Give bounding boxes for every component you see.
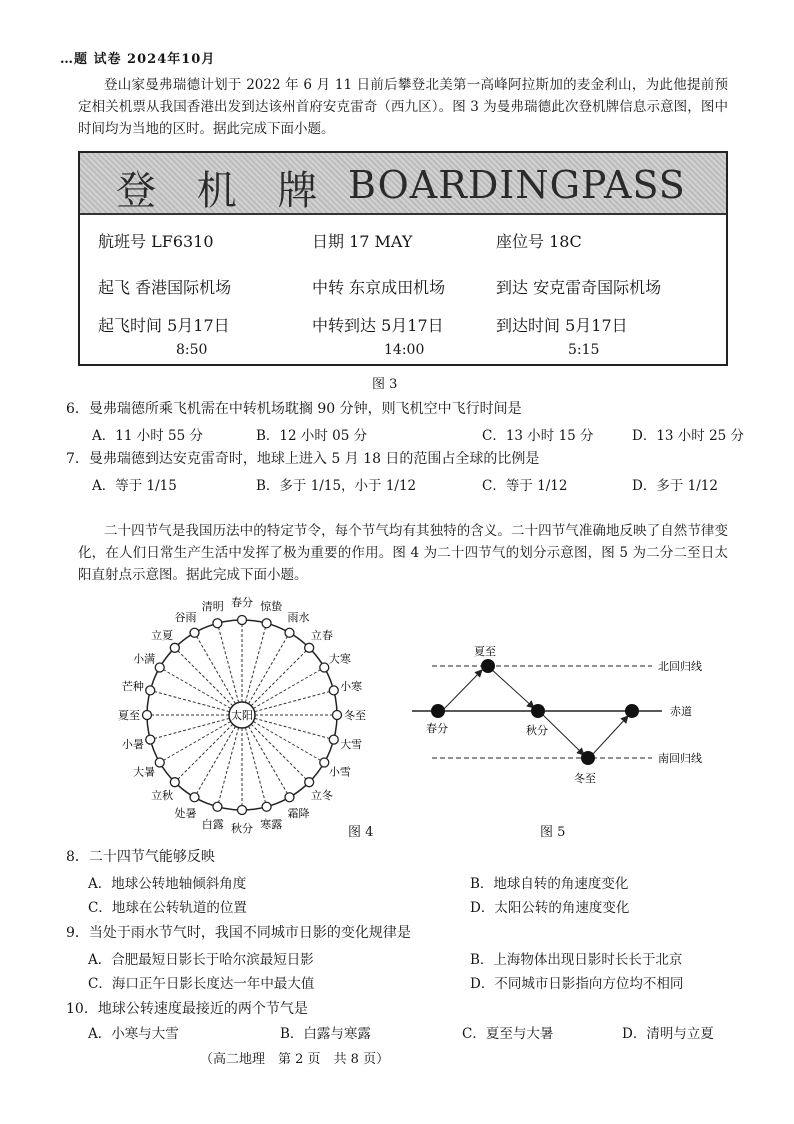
autumn-equinox-label: 秋分 [526, 724, 548, 737]
page-header: …题 试卷 2024年10月 [60, 52, 216, 67]
solar-term-spoke [175, 648, 233, 706]
figure-5-subsolar-point-diagram [412, 640, 742, 790]
depart-time-label: 起飞时间 5月17日 [98, 316, 230, 335]
solar-term-label: 小雪 [328, 765, 351, 779]
solar-term-label: 立冬 [310, 788, 333, 802]
question-6-option-b: B．12 小时 05 分 [256, 428, 368, 444]
solar-term-label: 大雪 [340, 738, 363, 752]
question-9-stem: 9．当处于雨水节气时，我国不同城市日影的变化规律是 [66, 925, 411, 941]
solar-term-label: 处暑 [174, 806, 197, 820]
page-footer: （高二地理 第 2 页 共 8 页） [200, 1052, 390, 1067]
question-9-option-c: C．海口正午日影长度达一年中最大值 [88, 976, 315, 992]
solar-term-label: 雨水 [287, 611, 310, 625]
transfer-time: 14:00 [384, 342, 425, 358]
question-8-option-b: B．地球自转的角速度变化 [470, 876, 629, 892]
intro-paragraph-2: 二十四节气是我国历法中的特定节令，每个节气均有其独特的含义。二十四节气准确地反映了自然节律变化，在人们日常生产生活中发挥了极为重要的作用。图 4 为二十四节气的划分示意图，图 5 为二分二至日太阳直射点示意图。据此完成下面小题。 [78, 523, 728, 583]
winter-solstice-label: 冬至 [574, 772, 596, 785]
equator-label: 赤道 [670, 705, 692, 718]
solar-term-label: 春分 [231, 596, 253, 609]
solar-term-spoke [251, 724, 309, 782]
solar-term-point [329, 735, 338, 744]
question-7-option-c: C．等于 1/12 [482, 478, 568, 494]
summer-solstice-label: 夏至 [474, 645, 496, 658]
question-6-option-d: D．13 小时 25 分 [632, 428, 745, 444]
solar-term-point [320, 663, 329, 672]
tropic-of-cancer-label: 北回归线 [658, 660, 702, 673]
solar-term-point [285, 793, 294, 802]
arrive-time-label: 到达时间 5月17日 [496, 316, 628, 335]
question-9-option-d: D．不同城市日影指向方位均不相同 [470, 976, 684, 992]
tropic-of-capricorn-label: 南回归线 [658, 752, 702, 765]
autumn-equinox-point [531, 704, 545, 718]
solar-term-point [285, 628, 294, 637]
solar-term-label: 寒露 [260, 818, 283, 832]
solar-term-label: 立春 [310, 629, 333, 643]
solar-term-label: 小暑 [121, 738, 144, 752]
solar-term-label: 大暑 [133, 765, 156, 779]
solar-term-label: 白露 [201, 818, 224, 832]
depart-airport: 起飞 香港国际机场 [98, 278, 232, 297]
question-8-option-d: D．太阳公转的角速度变化 [470, 900, 630, 916]
spring-equinox-label: 春分 [426, 722, 448, 735]
question-6-stem: 6．曼弗瑞德所乘飞机需在中转机场耽搁 90 分钟，则飞机空中飞行时间是 [66, 401, 522, 417]
question-7-option-d: D．多于 1/12 [632, 478, 718, 494]
solar-term-point [320, 758, 329, 767]
flight-number: 航班号 LF6310 [98, 232, 214, 251]
figure-4-solar-terms-diagram [118, 590, 380, 840]
solar-term-point [329, 686, 338, 695]
solar-term-label: 清明 [201, 599, 224, 613]
figure-3-caption: 图 3 [372, 377, 398, 392]
intro-paragraph-1: 登山家曼弗瑞德计划于 2022 年 6 月 11 日前后攀登北美第一高峰阿拉斯加的麦金利山，为此他提前预定相关机票从我国香港出发到达该州首府安克雷奇（西九区）。图 3 为曼弗瑞德此次登机牌信息示意图，图中时间均为当地的区时。据此完成下面小题。 [78, 77, 728, 137]
figure-4-caption: 图 4 [348, 825, 374, 840]
solar-term-label: 霜降 [287, 806, 310, 820]
solar-term-label: 立秋 [151, 788, 174, 802]
solar-term-point [213, 619, 222, 628]
question-8-option-c: C．地球在公转轨道的位置 [88, 900, 247, 916]
solar-term-point [238, 806, 247, 815]
winter-solstice-point [581, 751, 595, 765]
solar-term-point [155, 758, 164, 767]
solar-term-label: 谷雨 [174, 611, 197, 625]
solar-term-point [143, 711, 152, 720]
transfer-airport: 中转 东京成田机场 [312, 278, 446, 297]
arrow-spring-to-summer [442, 670, 482, 711]
boarding-pass-header [80, 153, 726, 215]
solar-term-point [333, 711, 342, 720]
question-10-option-d: D．清明与立夏 [622, 1026, 714, 1042]
solar-term-point [155, 663, 164, 672]
solar-term-point [170, 778, 179, 787]
solar-term-point [305, 778, 314, 787]
boarding-pass [78, 151, 728, 366]
solar-term-label: 小寒 [340, 679, 363, 693]
solar-term-spoke [251, 648, 309, 706]
seat-number: 座位号 18C [496, 232, 582, 251]
boarding-pass-title-cn: 登 机 牌 [116, 168, 332, 214]
spring-equinox-point [431, 704, 445, 718]
solar-term-label: 芒种 [121, 679, 144, 693]
solar-term-point [262, 802, 271, 811]
solar-term-point [190, 793, 199, 802]
solar-term-label: 小满 [133, 652, 156, 666]
arrow-winter-to-spring [592, 716, 628, 755]
solar-term-point [190, 628, 199, 637]
question-7-stem: 7．曼弗瑞德到达安克雷奇时，地球上进入 5 月 18 日的范围占全球的比例是 [66, 451, 540, 467]
solar-term-point [146, 686, 155, 695]
solar-term-label: 冬至 [344, 709, 366, 722]
question-9-option-a: A．合肥最短日影长于哈尔滨最短日影 [88, 952, 314, 968]
arrive-time: 5:15 [568, 342, 600, 358]
solar-term-spoke [175, 724, 233, 782]
figure-5-caption: 图 5 [540, 825, 566, 840]
sun-label: 太阳 [231, 709, 253, 722]
question-8-option-a: A．地球公转地轴倾斜角度 [88, 876, 247, 892]
question-7-option-b: B．多于 1/15，小于 1/12 [256, 478, 417, 494]
boarding-pass-title-en: BOARDINGPASS [348, 163, 686, 207]
solar-term-label: 夏至 [118, 709, 140, 722]
question-10-option-c: C．夏至与大暑 [462, 1026, 554, 1042]
question-10-stem: 10．地球公转速度最接近的两个节气是 [66, 1001, 308, 1017]
question-10-option-a: A．小寒与大雪 [88, 1026, 179, 1042]
arrow-summer-to-autumn [490, 668, 534, 708]
solar-term-point [170, 643, 179, 652]
arrow-autumn-to-winter [542, 714, 584, 755]
solar-term-point [305, 643, 314, 652]
question-10-option-b: B．白露与寒露 [280, 1026, 371, 1042]
solar-term-point [213, 802, 222, 811]
flight-date: 日期 17 MAY [312, 232, 413, 251]
transfer-time-label: 中转到达 5月17日 [312, 316, 444, 335]
solar-term-label: 立夏 [151, 629, 174, 643]
solar-term-label: 惊蛰 [260, 599, 283, 613]
solar-term-label: 大寒 [328, 652, 351, 666]
question-9-option-b: B．上海物体出现日影时长长于北京 [470, 952, 683, 968]
question-8-stem: 8．二十四节气能够反映 [66, 849, 215, 865]
solar-term-point [146, 735, 155, 744]
depart-time: 8:50 [176, 342, 208, 358]
question-7-option-a: A．等于 1/15 [92, 478, 177, 494]
summer-solstice-point [481, 659, 495, 673]
question-6-option-c: C．13 小时 15 分 [482, 428, 594, 444]
arrive-airport: 到达 安克雷奇国际机场 [496, 278, 662, 297]
next-spring-equinox-point [625, 704, 639, 718]
solar-term-point [262, 619, 271, 628]
solar-term-label: 秋分 [231, 822, 253, 835]
solar-term-point [238, 616, 247, 625]
question-6-option-a: A．11 小时 55 分 [92, 428, 203, 444]
